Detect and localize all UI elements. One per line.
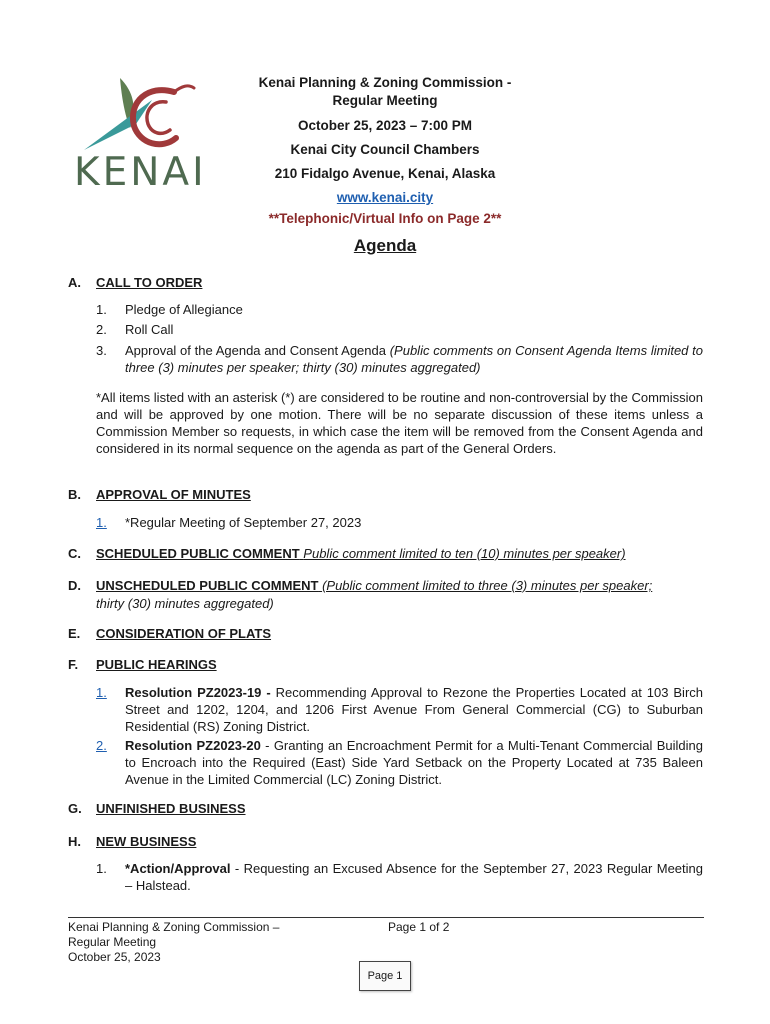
meeting-title-line1: Kenai Planning & Zoning Commission - (258, 75, 512, 90)
section-letter: C. (68, 546, 81, 561)
telephonic-note: **Telephonic/Virtual Info on Page 2** (268, 211, 502, 226)
item-text-block (125, 737, 703, 788)
section-title: SCHEDULED PUBLIC COMMENT (96, 546, 300, 561)
section-title: UNSCHEDULED PUBLIC COMMENT (96, 578, 319, 593)
section-title: CALL TO ORDER (96, 275, 203, 290)
resolution-label: Resolution PZ2023-20 (125, 738, 261, 753)
meeting-date-time: October 25, 2023 – 7:00 PM (297, 118, 473, 133)
consent-agenda-paragraph: *All items listed with an asterisk (*) are considered to be routine and non-controversial by the Commission and will be approved by one motion. There will be no separate discussion of these items unless a Commission Member so requests, in which case the item will be removed from the Consent Agenda and considered in its normal sequence on the agenda as part of the General Orders. (96, 390, 703, 456)
item-text-block (125, 342, 703, 376)
kenai-fish-emblem-icon (70, 72, 215, 152)
logo-wordmark: KENAI (74, 150, 207, 195)
section-d-note-continued: thirty (30) minutes aggregated) (96, 596, 274, 611)
item-text: Pledge of Allegiance (125, 302, 243, 317)
item-text: Roll Call (125, 322, 174, 337)
footer-page-count: Page 1 of 2 (388, 920, 450, 934)
item-number-link[interactable]: 1. (96, 685, 107, 700)
section-title: UNFINISHED BUSINESS (96, 801, 246, 816)
item-number: 1. (96, 861, 107, 876)
agenda-heading: Agenda (353, 236, 417, 255)
item-number: 3. (96, 343, 107, 358)
item-text-block (125, 684, 703, 735)
footer-line: Regular Meeting (68, 935, 157, 949)
footer-line: October 25, 2023 (68, 950, 161, 964)
item-number: 1. (96, 302, 107, 317)
section-letter: A. (68, 275, 81, 290)
section-title-with-note (96, 546, 626, 561)
resolution-label: Resolution PZ2023-19 - (125, 685, 271, 700)
item-number: 2. (96, 322, 107, 337)
meeting-venue: Kenai City Council Chambers (290, 142, 480, 157)
section-title: PUBLIC HEARINGS (96, 657, 217, 672)
section-title-with-note (96, 578, 652, 593)
section-note: (Public comment limited to three (3) minutes per speaker; (322, 578, 653, 593)
item-text-block (125, 860, 703, 894)
section-title: CONSIDERATION OF PLATS (96, 626, 272, 641)
footer-meeting-info (68, 920, 279, 965)
action-label: *Action/Approval (125, 861, 231, 876)
section-letter: B. (68, 487, 81, 502)
section-letter: H. (68, 834, 81, 849)
section-letter: D. (68, 578, 81, 593)
website-link[interactable]: www.kenai.city (336, 190, 434, 205)
page-number-tab[interactable]: Page 1 (359, 961, 411, 991)
item-text: *Regular Meeting of September 27, 2023 (125, 515, 362, 530)
section-note: Public comment limited to ten (10) minutes per speaker) (303, 546, 626, 561)
item-text: - Requesting an Excused Absence for the September 27, 2023 Regular Meeting – Halstead. (125, 861, 703, 893)
footer-line: Kenai Planning & Zoning Commission – (68, 920, 280, 934)
item-note: (Public comments on Consent Agenda Items limited to three (3) minutes per speaker; thirty (30) minutes aggregated) (125, 343, 703, 375)
section-letter: F. (68, 657, 79, 672)
meeting-address: 210 Fidalgo Avenue, Kenai, Alaska (274, 166, 496, 181)
meeting-title-line2: Regular Meeting (332, 93, 438, 108)
footer-divider (68, 917, 704, 918)
section-letter: E. (68, 626, 81, 641)
section-title: NEW BUSINESS (96, 834, 197, 849)
item-text: Recommending Approval to Rezone the Properties Located at 103 Birch Street and 1202, 1204, and 1206 First Avenue From General Commercial (CG) to Suburban Residential (RS) Zoning District. (125, 685, 704, 734)
item-text: Approval of the Agenda and Consent Agenda (125, 343, 386, 358)
section-letter: G. (68, 801, 82, 816)
item-text: - Granting an Encroachment Permit for a Multi-Tenant Commercial Building to Encroach into the Required (East) Side Yard Setback on the Property Located at 735 Baleen Avenue in the Limited Commercial (LC) Zoning District. (125, 738, 703, 787)
item-number-link[interactable]: 2. (96, 738, 107, 753)
section-title: APPROVAL OF MINUTES (96, 487, 251, 502)
item-number-link[interactable]: 1. (96, 515, 107, 530)
kenai-logo (70, 72, 215, 195)
